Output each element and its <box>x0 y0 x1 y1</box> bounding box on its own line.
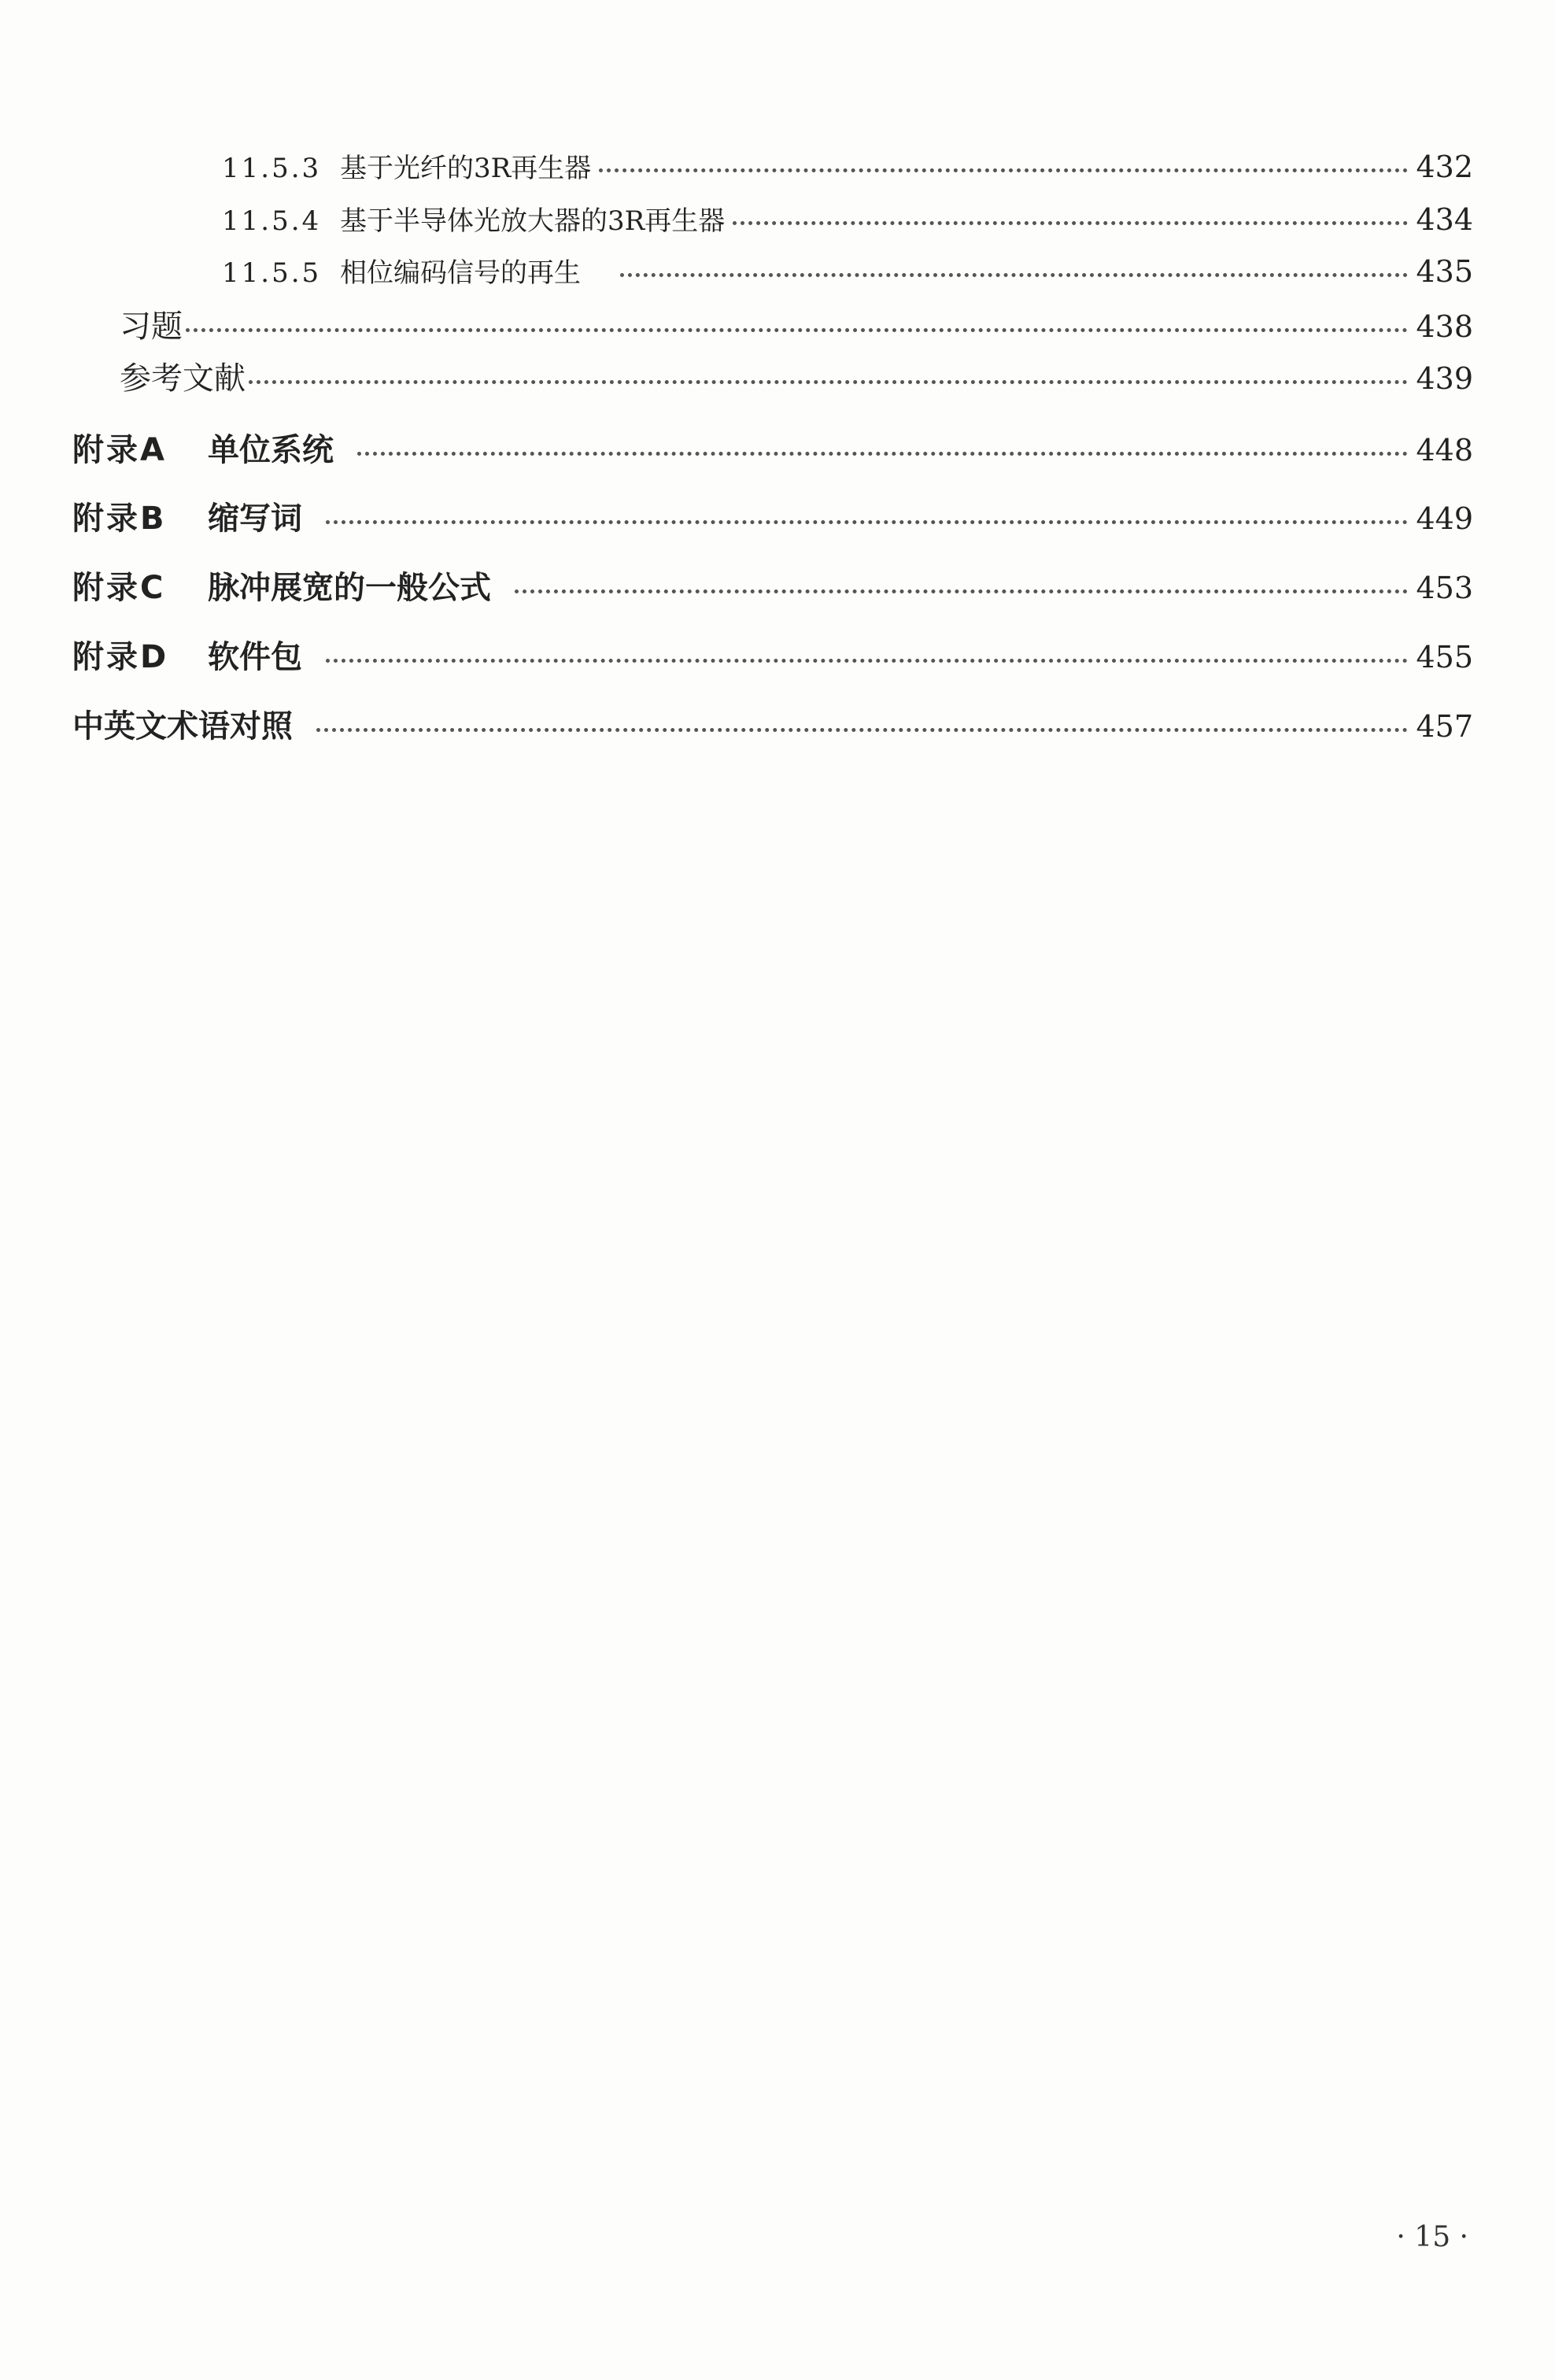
section-title: 相位编码信号的再生 <box>340 257 581 289</box>
page-number: 434 <box>1416 202 1473 237</box>
section-title: 单位系统 <box>208 432 334 468</box>
dot-leader <box>515 589 1408 593</box>
toc-entry-exercises[interactable] <box>120 301 1473 346</box>
toc-entry-appendix-b[interactable] <box>72 493 1473 538</box>
dot-leader <box>326 520 1408 524</box>
section-title: 基于半导体光放大器的3R再生器 <box>340 205 726 237</box>
dot-leader <box>316 728 1408 732</box>
toc-entry-appendix-c[interactable] <box>72 563 1473 608</box>
section-title: 参考文献 <box>120 360 246 397</box>
section-title: 习题 <box>120 309 183 345</box>
appendix-label: 附录B <box>72 501 167 537</box>
page-number: 432 <box>1416 150 1473 184</box>
page-number: 457 <box>1416 709 1473 744</box>
page-number: 438 <box>1416 309 1473 344</box>
dot-leader <box>599 168 1408 172</box>
section-title: 中英文术语对照 <box>72 708 293 745</box>
toc-entry-appendix-a[interactable] <box>72 425 1473 470</box>
section-title: 基于光纤的3R再生器 <box>340 153 592 184</box>
toc-entry-11-5-5[interactable] <box>222 251 1473 290</box>
page-number: 449 <box>1416 501 1473 536</box>
dot-leader <box>326 659 1408 663</box>
toc-entry-references[interactable] <box>120 353 1473 398</box>
toc-entry-appendix-d[interactable] <box>72 632 1473 677</box>
dot-leader <box>620 273 1408 277</box>
appendix-label: 附录C <box>72 570 166 606</box>
footer-page-number: · 15 · <box>1396 2221 1468 2253</box>
toc-entry-glossary[interactable] <box>72 701 1473 746</box>
dot-leader <box>733 221 1408 225</box>
dot-leader <box>249 380 1408 384</box>
appendix-label: 附录D <box>72 639 169 675</box>
page-number: 455 <box>1416 640 1473 674</box>
appendix-label: 附录A <box>72 432 167 468</box>
section-number: 11.5.5 <box>222 257 322 289</box>
page-number: 439 <box>1416 361 1473 396</box>
toc-entry-11-5-3[interactable] <box>222 146 1473 185</box>
dot-leader <box>186 328 1408 332</box>
section-title: 脉冲展宽的一般公式 <box>208 570 491 606</box>
page-number: 435 <box>1416 254 1473 289</box>
section-number: 11.5.4 <box>222 205 322 237</box>
section-title: 缩写词 <box>208 501 302 537</box>
section-number: 11.5.3 <box>222 153 322 184</box>
page-number: 448 <box>1416 433 1473 468</box>
section-title: 软件包 <box>208 639 302 675</box>
toc-entry-11-5-4[interactable] <box>222 199 1473 238</box>
page-number: 453 <box>1416 571 1473 605</box>
dot-leader <box>357 452 1408 456</box>
